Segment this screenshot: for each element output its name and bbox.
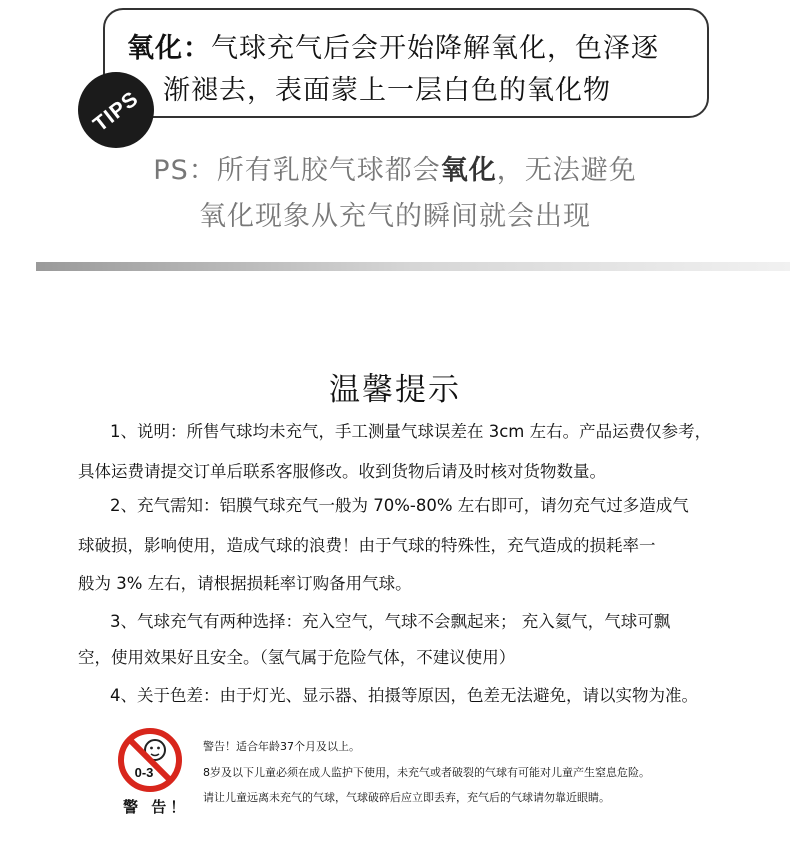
notice-title: 温馨提示 [329,372,461,408]
notice-line: 2、充气需知：铝膜气球充气一般为 70%-80% 左右即可，请勿充气过多造成气 [110,496,689,515]
baby-eye [157,747,160,750]
notice-line: 4、关于色差：由于灯光、显示器、拍摄等原因，色差无法避免，请以实物为准。 [110,686,698,705]
tips-badge-text: TIPS [88,86,143,137]
warning-line: 8岁及以下儿童必须在成人监护下使用，未充气或者破裂的气球有可能对儿童产生窒息危险。 [203,766,650,779]
notice-line: 球破损，影响使用，造成气球的浪费！由于气球的特殊性，充气造成的损耗率一 [78,536,656,555]
tips-badge [78,72,154,148]
child-prohibit-icon [117,727,183,793]
warning-line: 警告！适合年龄37个月及以上。 [203,740,360,753]
ps-line-2: 氧化现象从充气的瞬间就会出现 [199,201,591,232]
notice-line: 3、气球充气有两种选择：充入空气，气球不会飘起来； 充入氦气，气球可飘 [110,612,671,631]
tips-line-2: 渐褪去，表面蒙上一层白色的氧化物 [163,75,611,106]
notice-line: 具体运费请提交订单后联系客服修改。收到货物后请及时核对货物数量。 [78,462,606,481]
age-range-text: 0-3 [134,765,154,780]
tips-box [103,8,709,118]
tips-keyword: 氧化： [127,33,211,64]
warning-line: 请让儿童远离未充气的气球，气球破碎后应立即丢弃，充气后的气球请勿靠近眼睛。 [203,791,610,804]
tips-line-1 [127,26,659,65]
notice-line: 空，使用效果好且安全。（氢气属于危险气体，不建议使用） [78,648,516,667]
warning-label: 警 告！ [123,798,190,816]
section-divider [36,262,790,271]
ps-prefix: PS：所有乳胶气球都会 [153,155,441,186]
notice-line: 般为 3% 左右，请根据损耗率订购备用气球。 [78,574,412,593]
ps-bold: 氧化 [440,155,497,186]
tips-line-1-text: 气球充气后会开始降解氧化，色泽逐 [211,33,659,64]
baby-eye [150,747,153,750]
ps-line-1 [0,148,790,187]
ps-suffix: ，无法避免 [496,155,637,186]
notice-line: 1、说明：所售气球均未充气，手工测量气球误差在 3cm 左右。产品运费仅参考， [110,422,712,441]
